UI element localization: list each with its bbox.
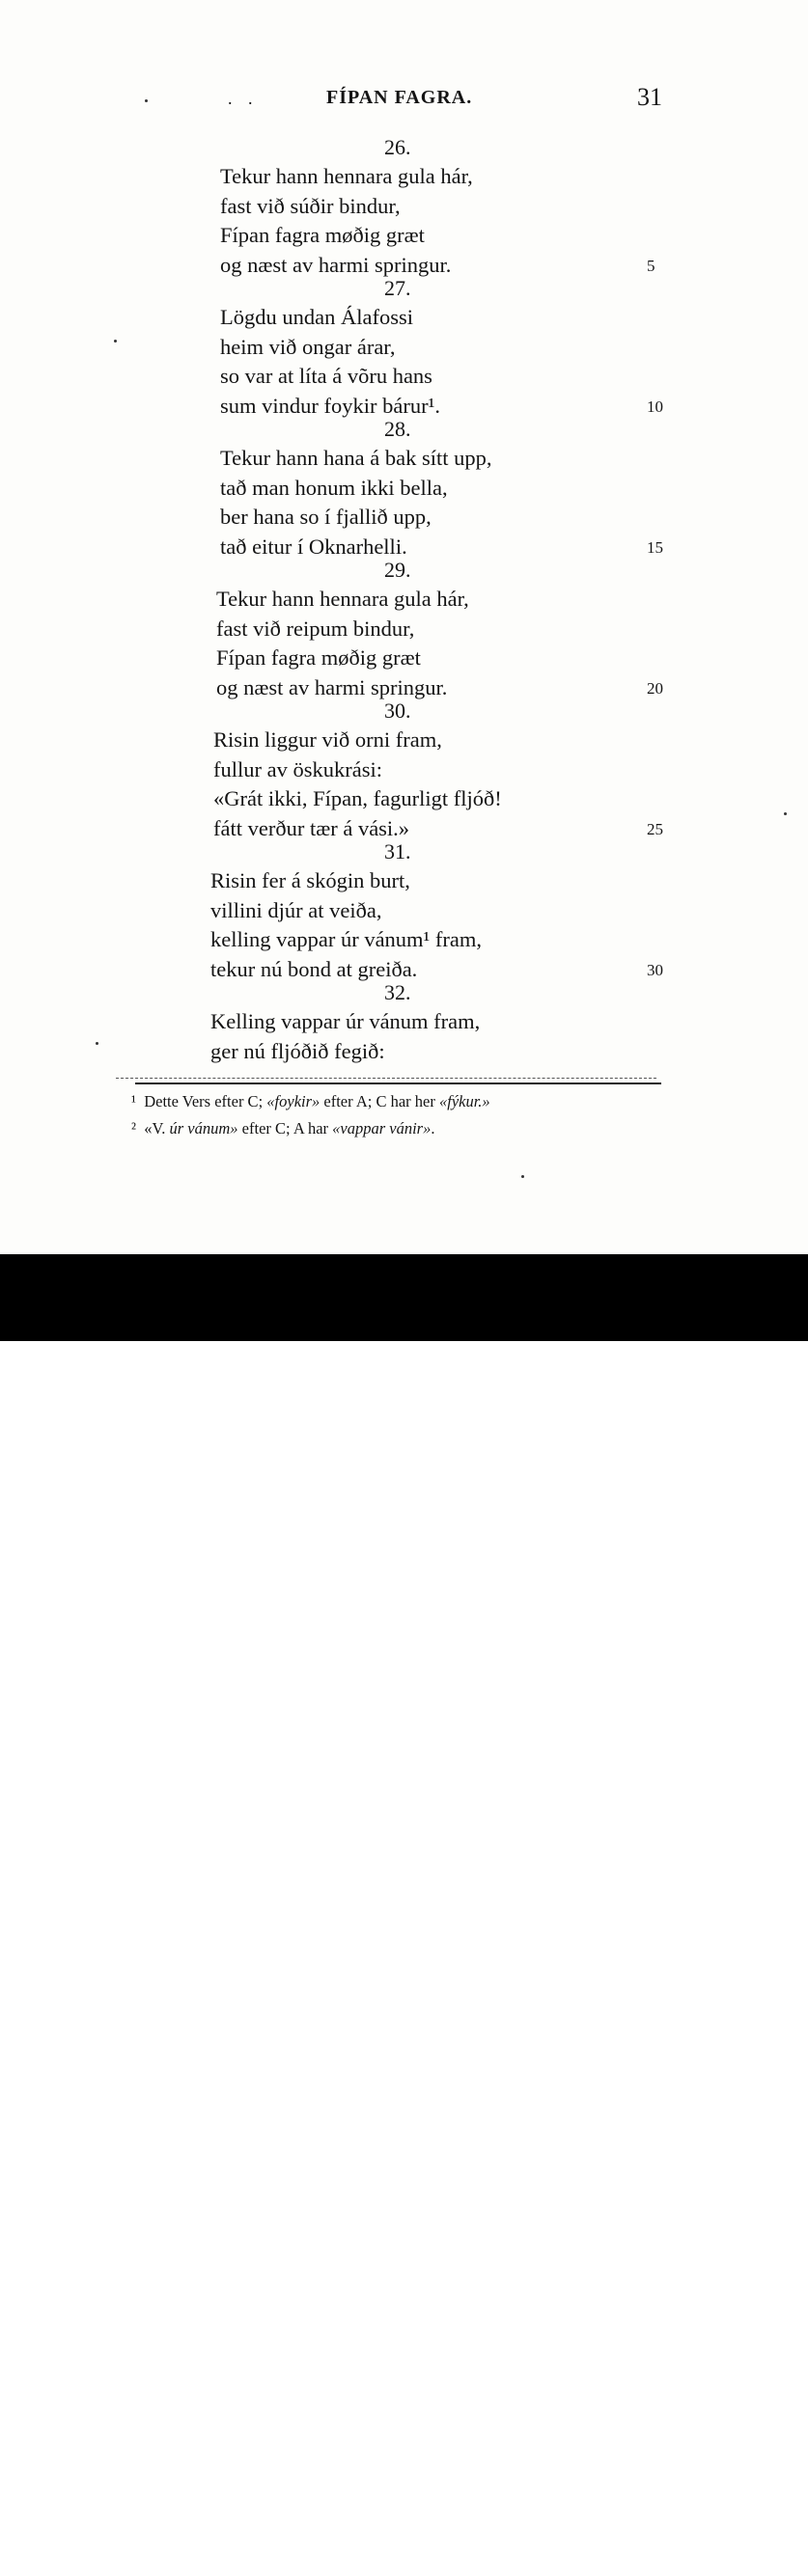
ink-speck (145, 99, 148, 102)
verse-line: Fípan fagra møðig græt (216, 645, 421, 671)
verse-line: Fípan fagra møðig græt (220, 223, 425, 248)
verse-number: 28. (384, 417, 411, 441)
verse-line: Risin liggur við orni fram, (213, 727, 442, 753)
verse-line: og næst av harmi springur. (220, 252, 452, 277)
watermark-bar (0, 1254, 808, 2576)
verse-line: tekur nú bond at greiða. (210, 956, 418, 981)
verse-line: Tekur hann hana á bak sítt upp, (220, 446, 492, 471)
verse-line: tað man honum ikki bella, (220, 475, 448, 500)
verse-line: tað eitur í Oknarhelli. (220, 534, 407, 559)
line-number: 25 (647, 819, 663, 838)
line-number: 20 (647, 678, 663, 698)
verse-line: og næst av harmi springur. (216, 674, 448, 699)
running-title: FÍPAN FAGRA. (326, 87, 473, 108)
line-number: 15 (647, 537, 663, 557)
verse-line: fast við súðir bindur, (220, 193, 401, 218)
site-url: www.alamy.com (674, 2557, 783, 2572)
line-number: 10 (647, 397, 663, 416)
verse-number: 27. (384, 276, 411, 300)
footnote-rule (135, 1082, 661, 1084)
verse-line: Kelling vappar úr vánum fram, (210, 1009, 481, 1034)
book-page (0, 0, 808, 1254)
verse-number: 29. (384, 558, 411, 582)
line-number: 5 (647, 256, 655, 275)
footnote-1: ¹ Dette Vers efter C; «foykir» efter A; C har her «fýkur.» (131, 1092, 490, 1110)
line-number: 30 (647, 960, 663, 979)
verse-line: Tekur hann hennara gula hár, (216, 587, 469, 612)
verse-line: Tekur hann hennara gula hár, (220, 164, 473, 189)
verse-line: kelling vappar úr vánum¹ fram, (210, 927, 483, 952)
verse-line: ger nú fljóðið fegið: (210, 1038, 385, 1063)
footnote-2: ² «V. úr vánum» efter C; A har «vappar vánir». (131, 1119, 435, 1137)
ink-speck (96, 1042, 98, 1045)
ink-speck (521, 1175, 524, 1178)
verse-line: Risin fer á skógin burt, (210, 868, 410, 893)
verse-line: villini djúr at veiða, (210, 897, 382, 922)
page-number: 31 (637, 83, 662, 111)
verse-line: ber hana so í fjallið upp, (220, 505, 432, 530)
verse-line: fullur av öskukrási: (213, 756, 382, 781)
image-id-label: Image ID: KXXF14 (660, 2531, 783, 2546)
verse-number: 32. (384, 980, 411, 1004)
verse-line: fátt verður tær á vási.» (213, 815, 410, 840)
ink-speck (784, 812, 787, 815)
header-dots: . . (228, 89, 259, 108)
verse-line: so var at líta á võru hans (220, 364, 432, 389)
verse-number: 26. (384, 135, 411, 159)
ink-speck (114, 340, 117, 343)
alamy-logo: alamy (21, 2524, 167, 2576)
verse-line: heim við ongar árar, (220, 334, 396, 359)
verse-line: Lögdu undan Álafossi (220, 305, 413, 330)
verse-line: fast við reipum bindur, (216, 616, 415, 641)
verse-number: 30. (384, 699, 411, 723)
verse-line: «Grát ikki, Fípan, fagurligt fljóð! (213, 786, 502, 811)
verse-number: 31. (384, 839, 411, 863)
footnote-rule-dashed (116, 1078, 656, 1079)
verse-line: sum vindur foykir bárur¹. (220, 393, 440, 418)
